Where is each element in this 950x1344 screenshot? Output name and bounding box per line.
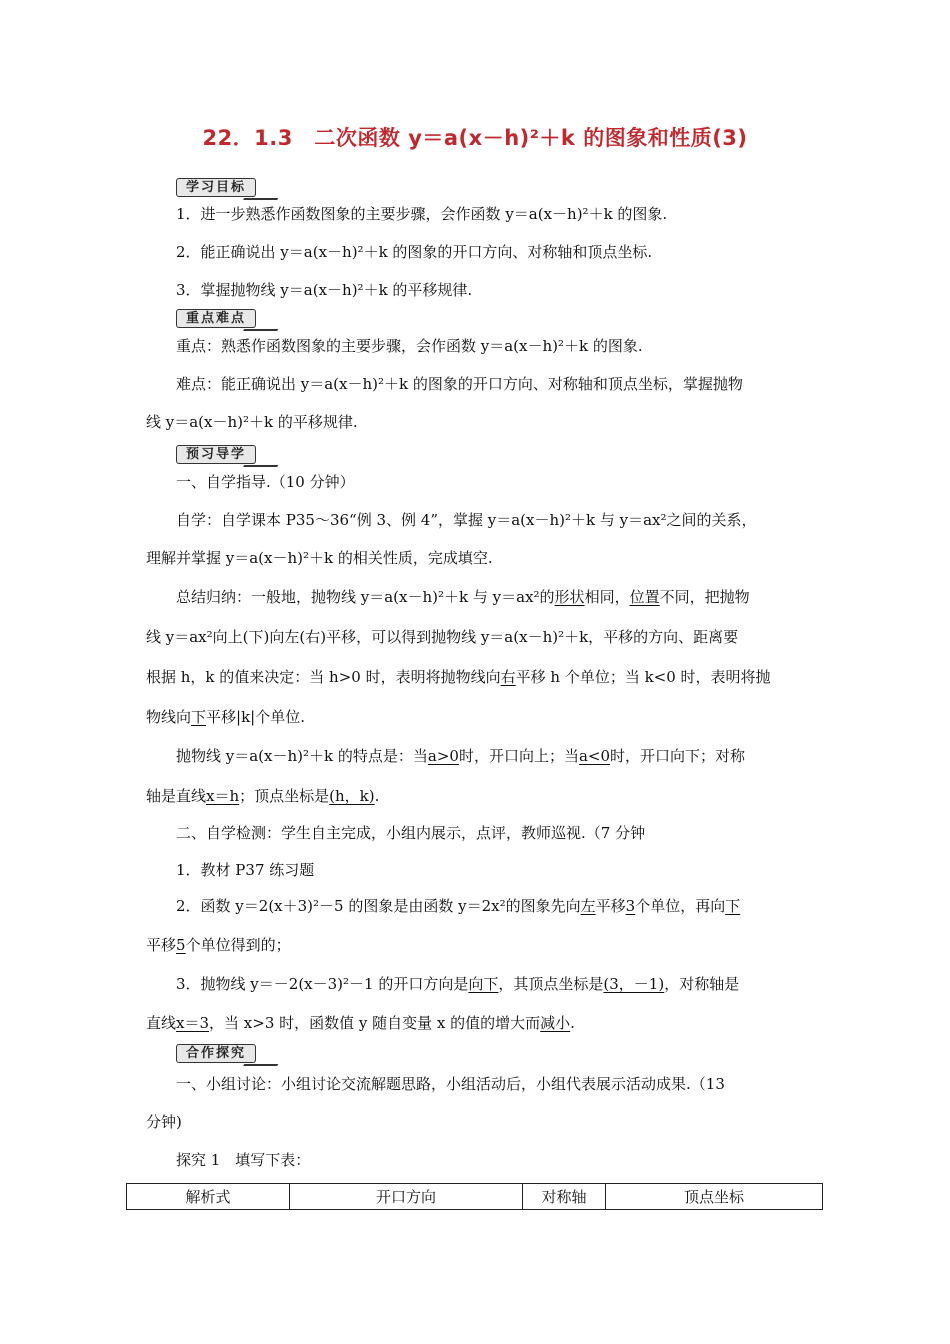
check-q2-line1: 2．函数 y＝2(x＋3)²－5 的图象是由函数 y＝2x²的图象先向左平移3个单位，再向下 <box>176 897 741 915</box>
summary-line4: 物线向下平移|k|个单位. <box>146 708 305 726</box>
summary-line2: 线 y＝ax²向上(下)向左(右)平移，可以得到抛物线 y＝a(x－h)²＋k，平移的方向、距离要 <box>146 628 739 646</box>
key-difficulty-line2: 线 y＝a(x－h)²＋k 的平移规律. <box>146 413 358 431</box>
check-q2-line2: 平移5个单位得到的； <box>146 936 291 954</box>
table-header-row <box>127 1184 823 1210</box>
goal-2: 2．能正确说出 y＝a(x－h)²＋k 的图象的开口方向、对称轴和顶点坐标. <box>176 243 653 261</box>
answer-position: 位置 <box>629 588 660 606</box>
answer-5: 5 <box>176 936 186 954</box>
feature-line2: 轴是直线x＝h；顶点坐标是(h，k). <box>146 787 380 805</box>
section-tag-key: 重点难点 <box>176 309 274 331</box>
answer-shape: 形状 <box>554 588 585 606</box>
preview-self-line1: 自学：自学课本 P35～36“例 3、例 4”，掌握 y＝a(x－h)²＋k 与 y＝ax²之间的关系， <box>176 511 757 529</box>
key-focus: 重点：熟悉作函数图象的主要步骤，会作函数 y＝a(x－h)²＋k 的图象. <box>176 337 643 355</box>
table-header-cell: 解析式 <box>127 1184 290 1210</box>
summary-line1: 总结归纳：一般地，抛物线 y＝a(x－h)²＋k 与 y＝ax²的形状相同，位置不同，把抛物 <box>176 588 750 606</box>
explore-group-line2: 分钟) <box>146 1113 182 1131</box>
goal-1: 1．进一步熟悉作函数图象的主要步骤，会作函数 y＝a(x－h)²＋k 的图象. <box>176 205 668 223</box>
answer-down-2: 下 <box>725 897 741 915</box>
answer-left: 左 <box>580 897 596 915</box>
section-tag-goals: 学习目标 <box>176 178 274 200</box>
fill-table <box>126 1183 823 1210</box>
preview-self-line2: 理解并掌握 y＝a(x－h)²＋k 的相关性质，完成填空. <box>146 549 493 567</box>
feature-line1: 抛物线 y＝a(x－h)²＋k 的特点是：当a>0时，开口向上；当a<0时，开口向下；对称 <box>176 747 746 765</box>
goal-3: 3．掌握抛物线 y＝a(x－h)²＋k 的平移规律. <box>176 281 473 299</box>
check-q3-line2: 直线x＝3，当 x>3 时，函数值 y 随自变量 x 的值的增大而减小. <box>146 1014 575 1032</box>
check-q1: 1．教材 P37 练习题 <box>176 861 315 879</box>
explore-task: 探究 1 填写下表： <box>176 1151 311 1169</box>
answer-a-negative: a<0 <box>578 747 611 765</box>
answer-decrease: 减小 <box>540 1014 571 1032</box>
preview-part1: 一、自学指导.（10 分钟） <box>176 473 355 491</box>
section-tag-preview: 预习导学 <box>176 445 274 467</box>
table-header-cell: 对称轴 <box>523 1184 606 1210</box>
answer-down: 下 <box>191 708 207 726</box>
page-title: 22．1.3 二次函数 y＝a(x－h)²＋k 的图象和性质(3) <box>202 126 748 150</box>
answer-vertex-2: (3，－1) <box>603 975 665 993</box>
table-header-cell: 顶点坐标 <box>606 1184 823 1210</box>
table-header-cell: 开口方向 <box>290 1184 523 1210</box>
answer-3: 3 <box>625 897 636 915</box>
answer-vertex: (h，k) <box>329 787 375 805</box>
key-difficulty-line1: 难点：能正确说出 y＝a(x－h)²＋k 的图象的开口方向、对称轴和顶点坐标，掌握抛物 <box>176 375 743 393</box>
answer-axis-2: x＝3 <box>176 1014 210 1032</box>
section-tag-explore: 合作探究 <box>176 1044 274 1066</box>
answer-opening: 向下 <box>468 975 499 993</box>
summary-line3: 根据 h，k 的值来决定：当 h>0 时，表明将抛物线向右平移 h 个单位；当 k<0 时，表明将抛 <box>146 668 771 686</box>
check-q3-line1: 3．抛物线 y＝－2(x－3)²－1 的开口方向是向下，其顶点坐标是(3，－1)，对称轴是 <box>176 975 740 993</box>
answer-a-positive: a>0 <box>427 747 459 765</box>
answer-right: 右 <box>500 668 516 686</box>
preview-part2: 二、自学检测：学生自主完成，小组内展示，点评，教师巡视.（7 分钟 <box>176 824 646 842</box>
explore-group-line1: 一、小组讨论：小组讨论交流解题思路，小组活动后，小组代表展示活动成果.（13 <box>176 1075 725 1093</box>
answer-axis: x＝h <box>206 787 240 805</box>
